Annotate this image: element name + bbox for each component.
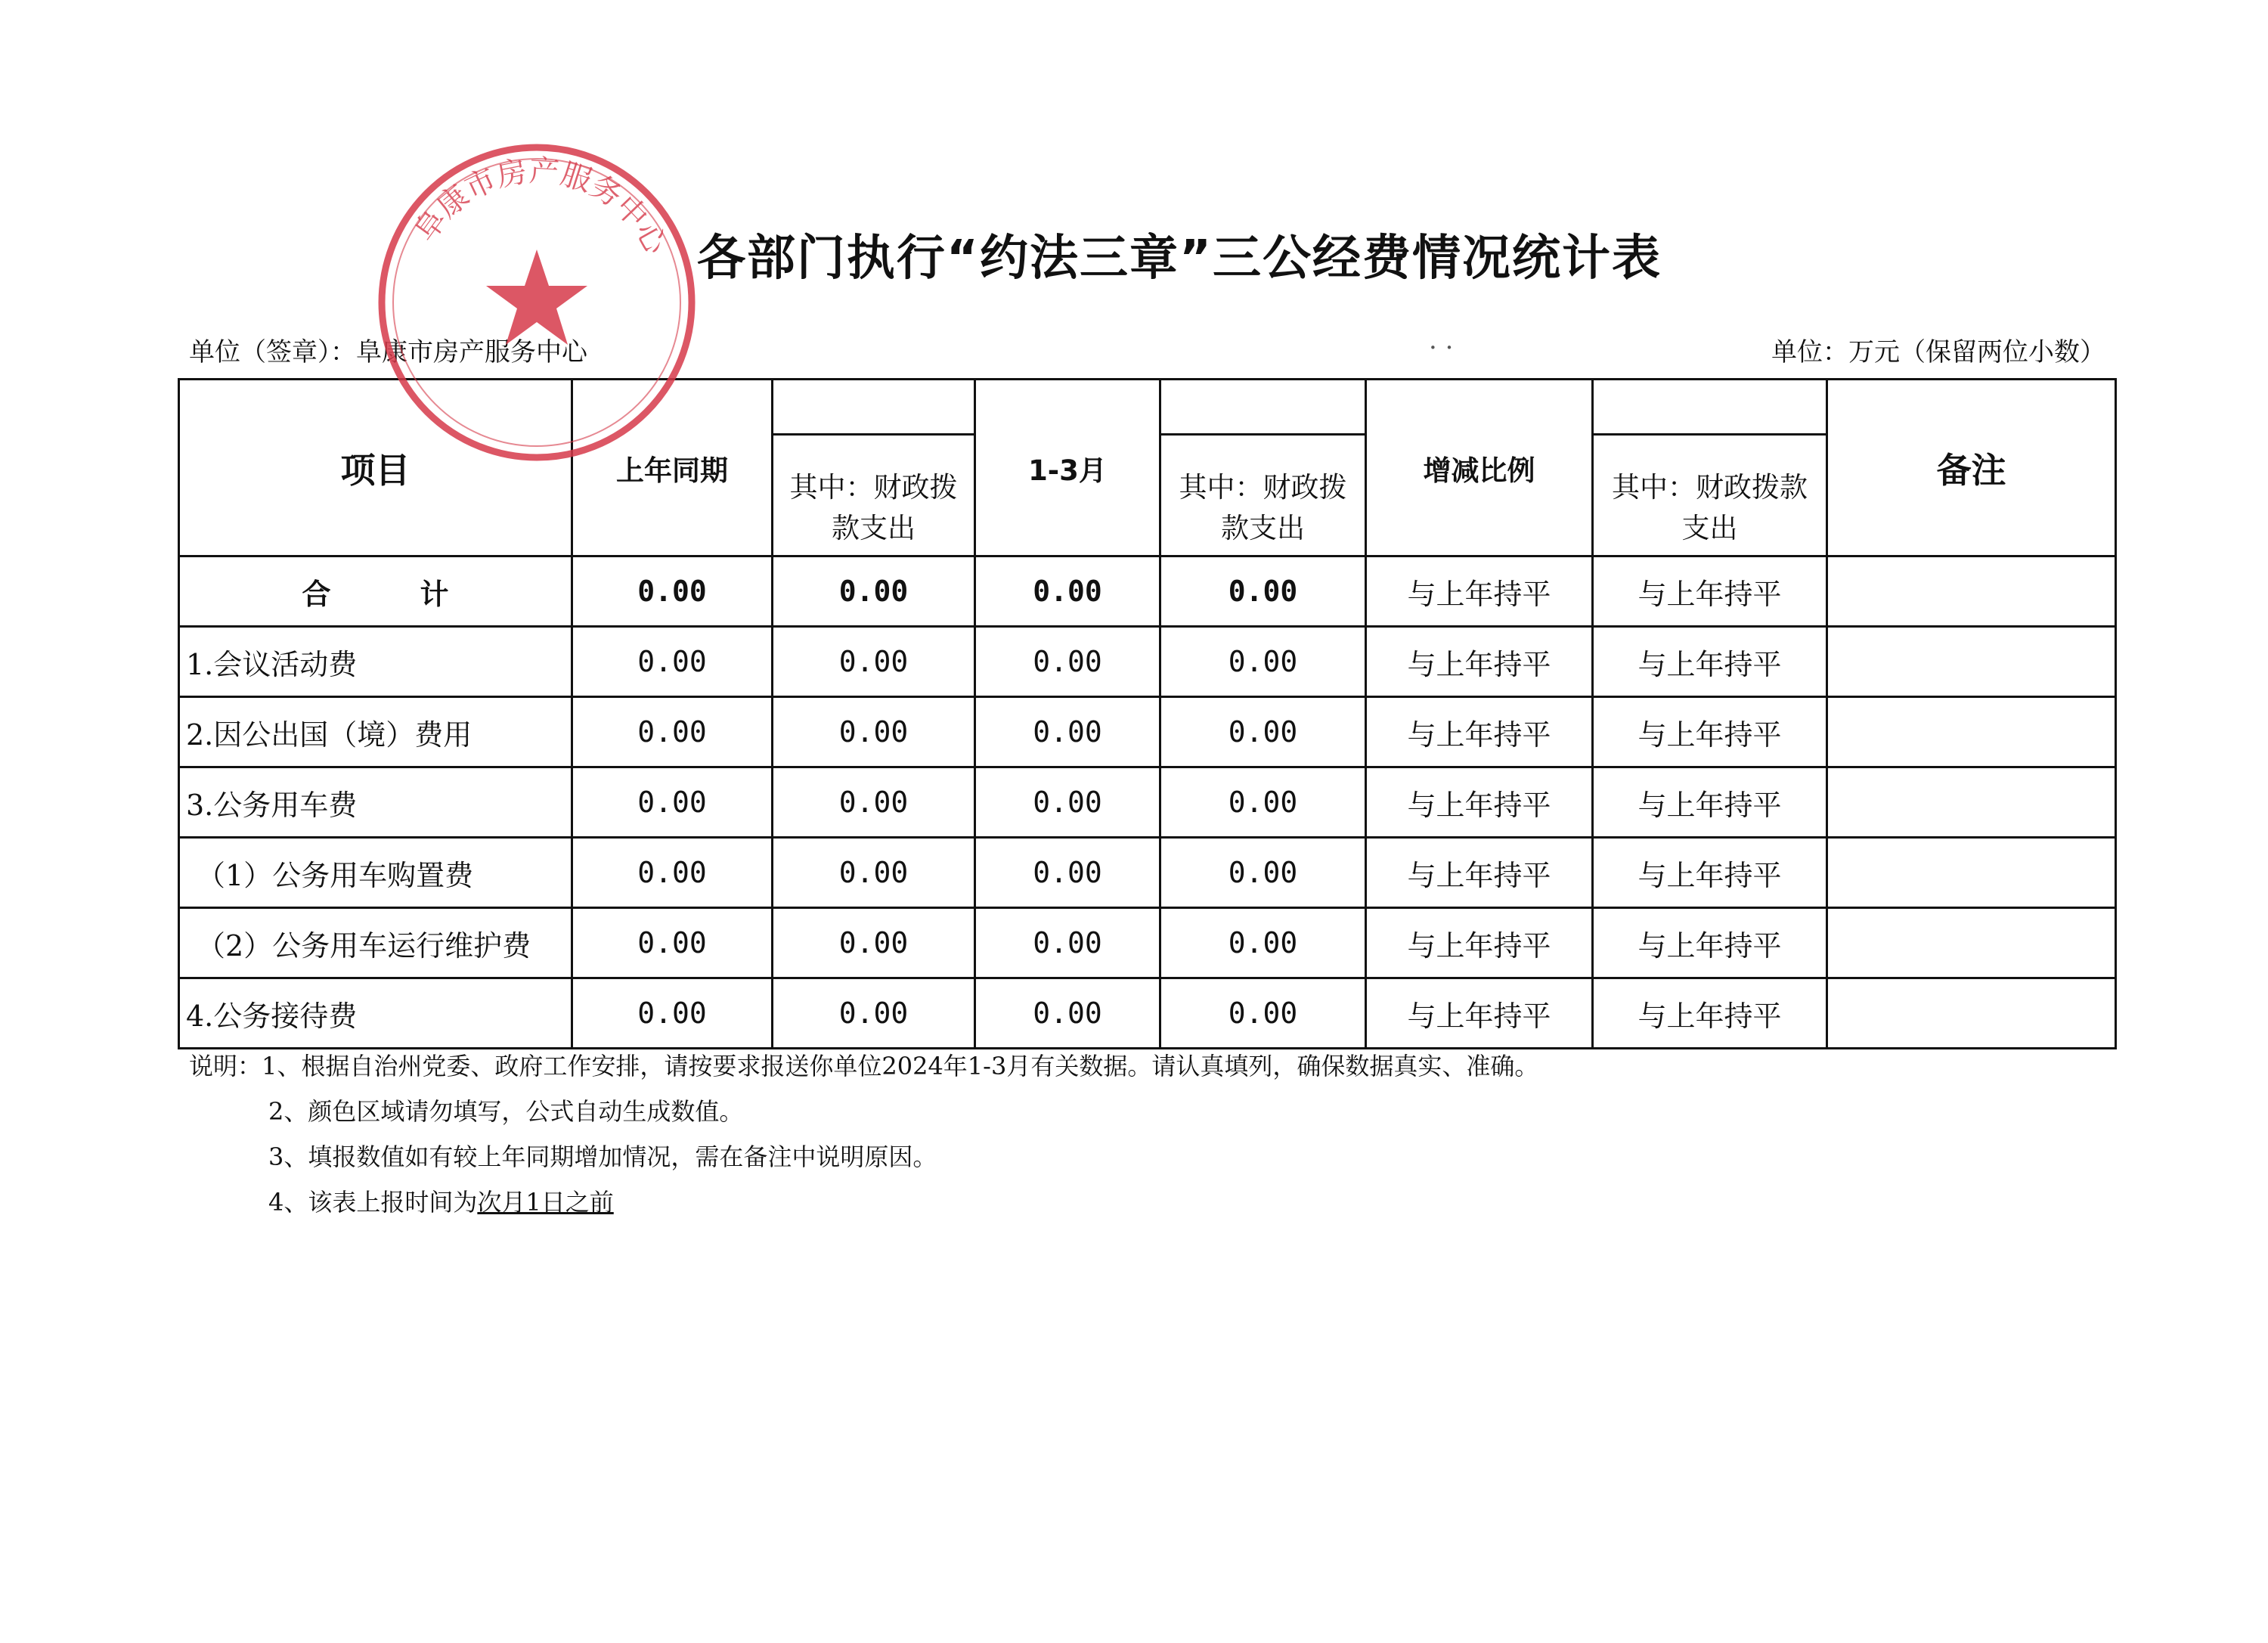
cell-prev-year: 0.00 bbox=[572, 627, 773, 697]
cell-remark bbox=[1827, 767, 2116, 838]
header-change-fiscal-line1: 其中：财政拨款 bbox=[1612, 471, 1808, 504]
header-q1-blank bbox=[1160, 380, 1366, 435]
cell-prev-year: 0.00 bbox=[572, 556, 773, 627]
note-line-2: 2、颜色区域请勿填写，公式自动生成数值。 bbox=[268, 1097, 744, 1126]
note-line-1: 说明：1、根据自治州党委、政府工作安排，请按要求报送你单位2024年1-3月有关数据。请认真填列，确保数据真实、准确。 bbox=[189, 1052, 1539, 1080]
table-row bbox=[179, 908, 2116, 978]
header-remark-label: 备注 bbox=[1936, 449, 2006, 491]
seal-ring-text: 阜康市房产服务中心 bbox=[407, 153, 674, 260]
header-prev-year-label: 上年同期 bbox=[616, 454, 728, 487]
cell-remark bbox=[1827, 978, 2116, 1049]
cell-prev-fiscal: 0.00 bbox=[773, 767, 975, 838]
cell-remark bbox=[1827, 838, 2116, 908]
cell-q1: 0.00 bbox=[975, 767, 1160, 838]
row-name: （1）公务用车购置费 bbox=[179, 838, 572, 908]
cell-prev-fiscal: 0.00 bbox=[773, 838, 975, 908]
table-row-total bbox=[179, 556, 2116, 627]
header-prev-fiscal-line1: 其中：财政拨 bbox=[789, 471, 958, 504]
header-prev-fiscal bbox=[773, 435, 975, 556]
table-row bbox=[179, 627, 2116, 697]
row-name: 3.公务用车费 bbox=[179, 767, 572, 838]
cell-prev-year: 0.00 bbox=[572, 697, 773, 767]
cell-change-fiscal: 与上年持平 bbox=[1593, 908, 1827, 978]
header-change-fiscal-line2: 支出 bbox=[1681, 512, 1738, 544]
notes-block bbox=[189, 1043, 1538, 1225]
header-item-label: 项目 bbox=[340, 449, 411, 491]
cell-change-fiscal: 与上年持平 bbox=[1593, 978, 1827, 1049]
cell-prev-fiscal: 0.00 bbox=[773, 908, 975, 978]
note-line-4 bbox=[189, 1180, 1538, 1225]
header-q1-label: 1-3月 bbox=[1028, 454, 1107, 487]
cell-q1-fiscal: 0.00 bbox=[1160, 697, 1366, 767]
cell-q1: 0.00 bbox=[975, 978, 1160, 1049]
header-prev-blank bbox=[773, 380, 975, 435]
table-row bbox=[179, 767, 2116, 838]
cell-q1: 0.00 bbox=[975, 908, 1160, 978]
note-line-4-prefix: 4、该表上报时间为 bbox=[268, 1188, 478, 1217]
table-row bbox=[179, 838, 2116, 908]
row-name: （2）公务用车运行维护费 bbox=[179, 908, 572, 978]
header-change-label: 增减比例 bbox=[1423, 454, 1535, 487]
cell-remark bbox=[1827, 908, 2116, 978]
header-q1 bbox=[975, 380, 1160, 556]
cell-prev-fiscal: 0.00 bbox=[773, 978, 975, 1049]
official-seal bbox=[370, 136, 703, 469]
unit-sign-label: 单位（签章）：阜康市房产服务中心 bbox=[189, 337, 587, 367]
header-q1-fiscal-line2: 款支出 bbox=[1221, 512, 1305, 544]
cell-change-fiscal: 与上年持平 bbox=[1593, 838, 1827, 908]
table-row bbox=[179, 978, 2116, 1049]
cell-change: 与上年持平 bbox=[1366, 767, 1593, 838]
header-q1-fiscal bbox=[1160, 435, 1366, 556]
cell-q1: 0.00 bbox=[975, 627, 1160, 697]
cell-change-fiscal: 与上年持平 bbox=[1593, 556, 1827, 627]
cell-prev-fiscal: 0.00 bbox=[773, 556, 975, 627]
cell-q1-fiscal: 0.00 bbox=[1160, 908, 1366, 978]
cell-change: 与上年持平 bbox=[1366, 556, 1593, 627]
cell-change-fiscal: 与上年持平 bbox=[1593, 627, 1827, 697]
expense-table bbox=[178, 378, 2117, 1049]
seal-star-icon bbox=[486, 250, 587, 345]
cell-change: 与上年持平 bbox=[1366, 838, 1593, 908]
cell-remark bbox=[1827, 697, 2116, 767]
cell-q1: 0.00 bbox=[975, 697, 1160, 767]
table-row bbox=[179, 697, 2116, 767]
cell-prev-year: 0.00 bbox=[572, 838, 773, 908]
row-name: 2.因公出国（境）费用 bbox=[179, 697, 572, 767]
row-name: 1.会议活动费 bbox=[179, 627, 572, 697]
cell-q1-fiscal: 0.00 bbox=[1160, 978, 1366, 1049]
cell-change-fiscal: 与上年持平 bbox=[1593, 767, 1827, 838]
unit-measure-label: 单位：万元（保留两位小数） bbox=[1771, 337, 2105, 367]
note-line-3: 3、填报数值如有较上年同期增加情况，需在备注中说明原因。 bbox=[268, 1142, 937, 1171]
cell-remark bbox=[1827, 556, 2116, 627]
cell-prev-fiscal: 0.00 bbox=[773, 697, 975, 767]
cell-prev-year: 0.00 bbox=[572, 908, 773, 978]
cell-prev-year: 0.00 bbox=[572, 978, 773, 1049]
stray-marks: · · bbox=[1429, 333, 1454, 363]
cell-q1-fiscal: 0.00 bbox=[1160, 627, 1366, 697]
row-name: 合 计 bbox=[179, 556, 572, 627]
cell-q1: 0.00 bbox=[975, 556, 1160, 627]
row-name: 4.公务接待费 bbox=[179, 978, 572, 1049]
cell-remark bbox=[1827, 627, 2116, 697]
cell-q1-fiscal: 0.00 bbox=[1160, 838, 1366, 908]
header-change-blank bbox=[1593, 380, 1827, 435]
cell-change: 与上年持平 bbox=[1366, 978, 1593, 1049]
cell-q1-fiscal: 0.00 bbox=[1160, 767, 1366, 838]
cell-change-fiscal: 与上年持平 bbox=[1593, 697, 1827, 767]
cell-prev-fiscal: 0.00 bbox=[773, 627, 975, 697]
header-remark bbox=[1827, 380, 2116, 556]
cell-prev-year: 0.00 bbox=[572, 767, 773, 838]
header-q1-fiscal-line1: 其中：财政拨 bbox=[1179, 471, 1347, 504]
header-prev-fiscal-line2: 款支出 bbox=[832, 512, 916, 544]
header-change bbox=[1366, 380, 1593, 556]
header-change-fiscal bbox=[1593, 435, 1827, 556]
cell-change: 与上年持平 bbox=[1366, 697, 1593, 767]
cell-change: 与上年持平 bbox=[1366, 908, 1593, 978]
cell-q1: 0.00 bbox=[975, 838, 1160, 908]
page-title: 各部门执行“约法三章”三公经费情况统计表 bbox=[696, 231, 1662, 287]
cell-q1-fiscal: 0.00 bbox=[1160, 556, 1366, 627]
cell-change: 与上年持平 bbox=[1366, 627, 1593, 697]
note-line-4-deadline: 次月1日之前 bbox=[477, 1188, 614, 1217]
